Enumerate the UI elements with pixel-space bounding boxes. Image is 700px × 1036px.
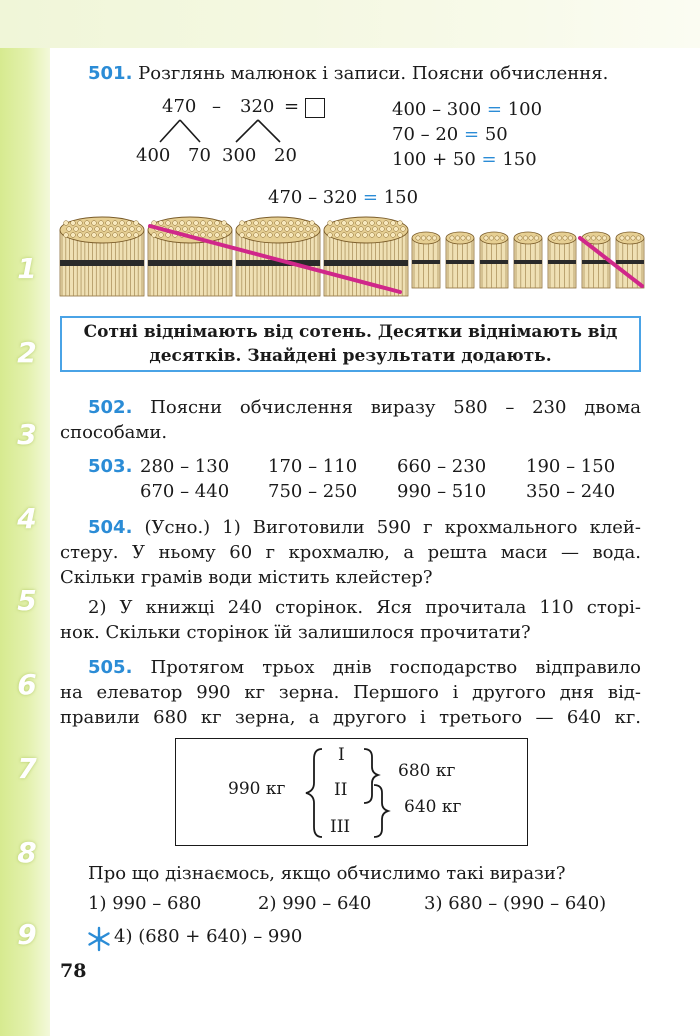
expr-b: 320 [240, 96, 275, 117]
ex502-line-1 [88, 396, 641, 420]
ex505-question: Про що дізнаємось, якщо обчислимо такі вирази? [88, 863, 566, 884]
ex503-expr: 750 – 250 [268, 481, 358, 502]
result-right: 150 [383, 187, 419, 208]
calc-right: 150 [502, 149, 537, 170]
ex503-expr: 660 – 230 [397, 456, 487, 477]
ex501-text: Розглянь малюнок і записи. Поясни обчислення. [138, 63, 609, 84]
calc-eq: = [464, 124, 480, 145]
ex503-number: 503. [88, 456, 133, 477]
calc-line [392, 148, 537, 172]
side-number: 3 [17, 418, 37, 451]
decomp-lines [150, 118, 290, 148]
decomp-a1: 400 [136, 145, 171, 166]
side-number: 9 [17, 918, 37, 951]
ex502-line-2: способами. [60, 422, 168, 443]
ten-bundle [514, 232, 542, 288]
diagram-day-1: I [338, 745, 345, 765]
ex503-expr: 170 – 110 [268, 456, 358, 477]
ex505-item: 1) 990 – 680 [88, 893, 202, 914]
ex505-text: Протягом трьох днів господарство відправило [150, 657, 641, 678]
hundred-bundle [236, 217, 320, 296]
ex502-text: Поясни обчислення виразу 580 – 230 двома [150, 397, 641, 418]
ten-bundle [412, 232, 440, 288]
ex505-line-1 [88, 656, 641, 680]
rule-line-1: Сотні віднімають від сотень. Десятки віднімають від [83, 322, 618, 342]
rule-line-2: десятків. Знайдені результати додають. [149, 346, 552, 366]
ten-bundle [616, 232, 644, 288]
side-number: 1 [17, 252, 37, 285]
ex504-line-1 [88, 516, 641, 540]
ex503-expr: 670 – 440 [140, 481, 230, 502]
ex505-number: 505. [88, 657, 133, 678]
side-number: 8 [17, 836, 37, 869]
side-number: 5 [17, 584, 37, 617]
ex504-line-5: нок. Скільки сторінок їй залишилося прочитати? [60, 622, 531, 643]
diagram-day-2: II [334, 780, 348, 800]
ex503-expr: 190 – 150 [526, 456, 616, 477]
diagram-day-3: III [330, 817, 351, 837]
calc-left: 400 – 300 [392, 99, 482, 120]
ex504-line-2: стеру. У ньому 60 г крохмалю, а решта маси — вода. [60, 542, 641, 563]
decomp-b1: 300 [222, 145, 257, 166]
expr-a: 470 [162, 96, 197, 117]
sticks-illustration [58, 216, 650, 304]
ex501-number: 501. [88, 63, 133, 84]
result-eq: = [362, 187, 378, 208]
expr-minus: – [212, 96, 221, 117]
ex504-line-4: 2) У книжці 240 сторінок. Яся прочитала 110 сторі- [88, 597, 641, 618]
result-line [268, 186, 418, 210]
result-left: 470 – 320 [268, 187, 358, 208]
ex505-item: 3) 680 – (990 – 640) [424, 893, 607, 914]
days-diagram [175, 738, 528, 846]
ex503-expr: 990 – 510 [397, 481, 487, 502]
decomp-a2: 70 [188, 145, 211, 166]
calc-line [392, 123, 508, 147]
calc-right: 50 [484, 124, 508, 145]
calc-line [392, 98, 542, 122]
ex503-expr: 280 – 130 [140, 456, 230, 477]
ex504-line-3: Скільки грамів води містить клейстер? [60, 567, 433, 588]
calc-left: 100 + 50 [392, 149, 476, 170]
ex502-number: 502. [88, 397, 133, 418]
ex505-line-2: на елеватор 990 кг зерна. Першого і другого дня від- [60, 682, 641, 703]
calc-right: 100 [507, 99, 543, 120]
answer-box [305, 98, 325, 118]
calc-eq: = [481, 149, 497, 170]
side-number: 2 [17, 336, 37, 369]
hundred-bundle [60, 217, 144, 296]
ten-bundle [548, 232, 576, 288]
diagram-total: 990 кг [228, 779, 286, 799]
ex505-item-4: 4) (680 + 640) – 990 [114, 926, 303, 947]
ex504-number: 504. [88, 517, 133, 538]
decomp-b2: 20 [274, 145, 297, 166]
ex505-line-3: правили 680 кг зерна, а другого і третього — 640 кг. [60, 707, 641, 728]
ten-bundle [480, 232, 508, 288]
snowflake-icon [86, 926, 112, 952]
ex503-expr: 350 – 240 [526, 481, 616, 502]
side-number: 7 [17, 752, 37, 785]
diagram-sum-23: 640 кг [404, 797, 462, 817]
ten-bundle [446, 232, 474, 288]
expr-eq: = [284, 96, 300, 117]
calc-eq: = [486, 99, 502, 120]
diagram-sum-12: 680 кг [398, 761, 456, 781]
rule-box [60, 316, 641, 372]
side-number: 4 [17, 502, 37, 535]
top-margin-band [0, 0, 700, 48]
calc-left: 70 – 20 [392, 124, 459, 145]
ex505-item: 2) 990 – 640 [258, 893, 372, 914]
page-number: 78 [60, 960, 87, 982]
side-number: 6 [17, 668, 37, 701]
side-margin-band [0, 48, 50, 1036]
ex504-text: (Усно.) 1) Виготовили 590 г крохмального клей- [144, 517, 641, 538]
ex501-heading [88, 62, 608, 86]
